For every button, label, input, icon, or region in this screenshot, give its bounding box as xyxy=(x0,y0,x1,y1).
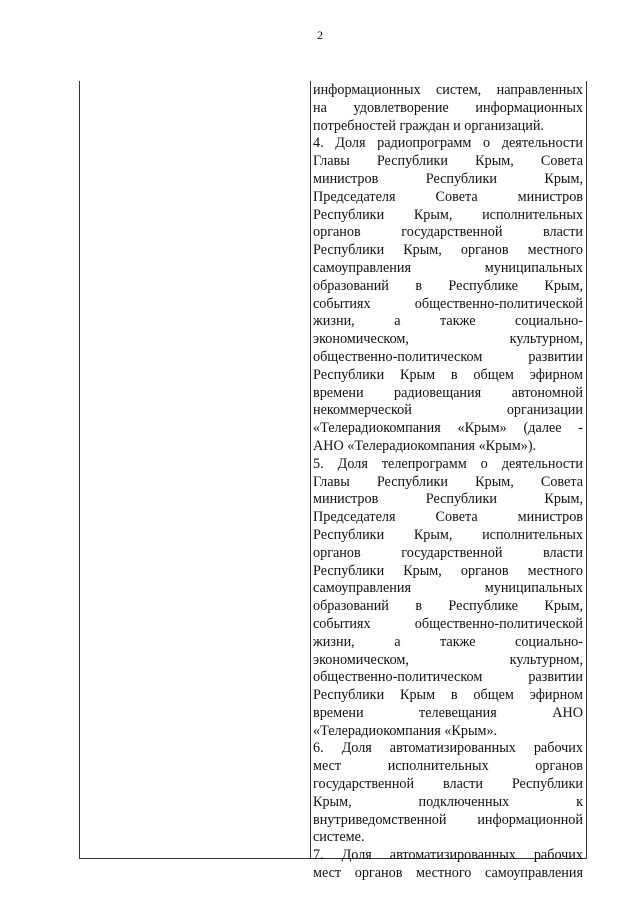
text-line: системе. xyxy=(313,829,365,846)
text-line: 6. Доля автоматизированных рабочих xyxy=(313,740,583,757)
text-line: Республики Крым в общем эфирном xyxy=(313,687,583,704)
text-line: Крым, подключенных к xyxy=(313,793,583,810)
text-line: Республики Крым, органов местного xyxy=(313,562,583,579)
text-line: Главы Республики Крым, Совета xyxy=(313,473,583,490)
text-line: министров Республики Крым, xyxy=(313,491,583,508)
text-line: на удовлетворение информационных xyxy=(313,99,583,116)
text-line: Председателя Совета министров xyxy=(313,188,583,205)
text-line: мест исполнительных органов xyxy=(313,758,583,775)
text-line: образований в Республике Крым, xyxy=(313,277,583,294)
text-line: экономическом, культурном, xyxy=(313,651,583,668)
text-line: событиях общественно-политической xyxy=(313,295,583,312)
text-line: общественно-политическом развитии xyxy=(313,348,583,365)
text-line: 4. Доля радиопрограмм о деятельности xyxy=(313,135,583,152)
table-left-cell xyxy=(80,81,311,858)
text-line: Республики Крым, исполнительных xyxy=(313,526,583,543)
text-line: министров Республики Крым, xyxy=(313,170,583,187)
text-line: Главы Республики Крым, Совета xyxy=(313,153,583,170)
text-line: органов государственной власти xyxy=(313,224,583,241)
text-line: государственной власти Республики xyxy=(313,776,583,793)
text-line: жизни, а также социально- xyxy=(313,633,583,650)
text-line: Республики Крым, органов местного xyxy=(313,242,583,259)
text-line: общественно-политическом развитии xyxy=(313,669,583,686)
text-line: времени телевещания АНО xyxy=(313,704,583,721)
text-line: потребностей граждан и организаций. xyxy=(313,117,544,134)
text-line: АНО «Телерадиокомпания «Крым»). xyxy=(313,437,537,454)
text-line: внутриведомственной информационной xyxy=(313,811,583,828)
text-line: «Телерадиокомпания «Крым». xyxy=(313,722,498,739)
document-table xyxy=(79,81,587,882)
text-line: самоуправления муниципальных xyxy=(313,580,583,597)
text-line: событиях общественно-политической xyxy=(313,615,583,632)
text-line: образований в Республике Крым, xyxy=(313,598,583,615)
text-line: «Телерадиокомпания «Крым» (далее - xyxy=(313,420,583,437)
text-line: мест органов местного самоуправления xyxy=(313,865,583,882)
text-line: некоммерческой организации xyxy=(313,402,583,419)
text-line: Республики Крым, исполнительных xyxy=(313,206,583,223)
text-line: органов государственной власти xyxy=(313,544,583,561)
text-line: 7. Доля автоматизированных рабочих xyxy=(313,847,583,864)
text-line: информационных систем, направленных xyxy=(313,82,583,98)
text-line: времени радиовещания автономной xyxy=(313,384,583,401)
text-line: жизни, а также социально- xyxy=(313,313,583,330)
text-line: 5. Доля телепрограмм о деятельности xyxy=(313,455,583,472)
page-number: 2 xyxy=(317,28,323,42)
text-line: самоуправления муниципальных xyxy=(313,259,583,276)
table-right-cell xyxy=(311,81,586,882)
text-line: Председателя Совета министров xyxy=(313,509,583,526)
text-line: экономическом, культурном, xyxy=(313,331,583,348)
text-line: Республики Крым в общем эфирном xyxy=(313,366,583,383)
